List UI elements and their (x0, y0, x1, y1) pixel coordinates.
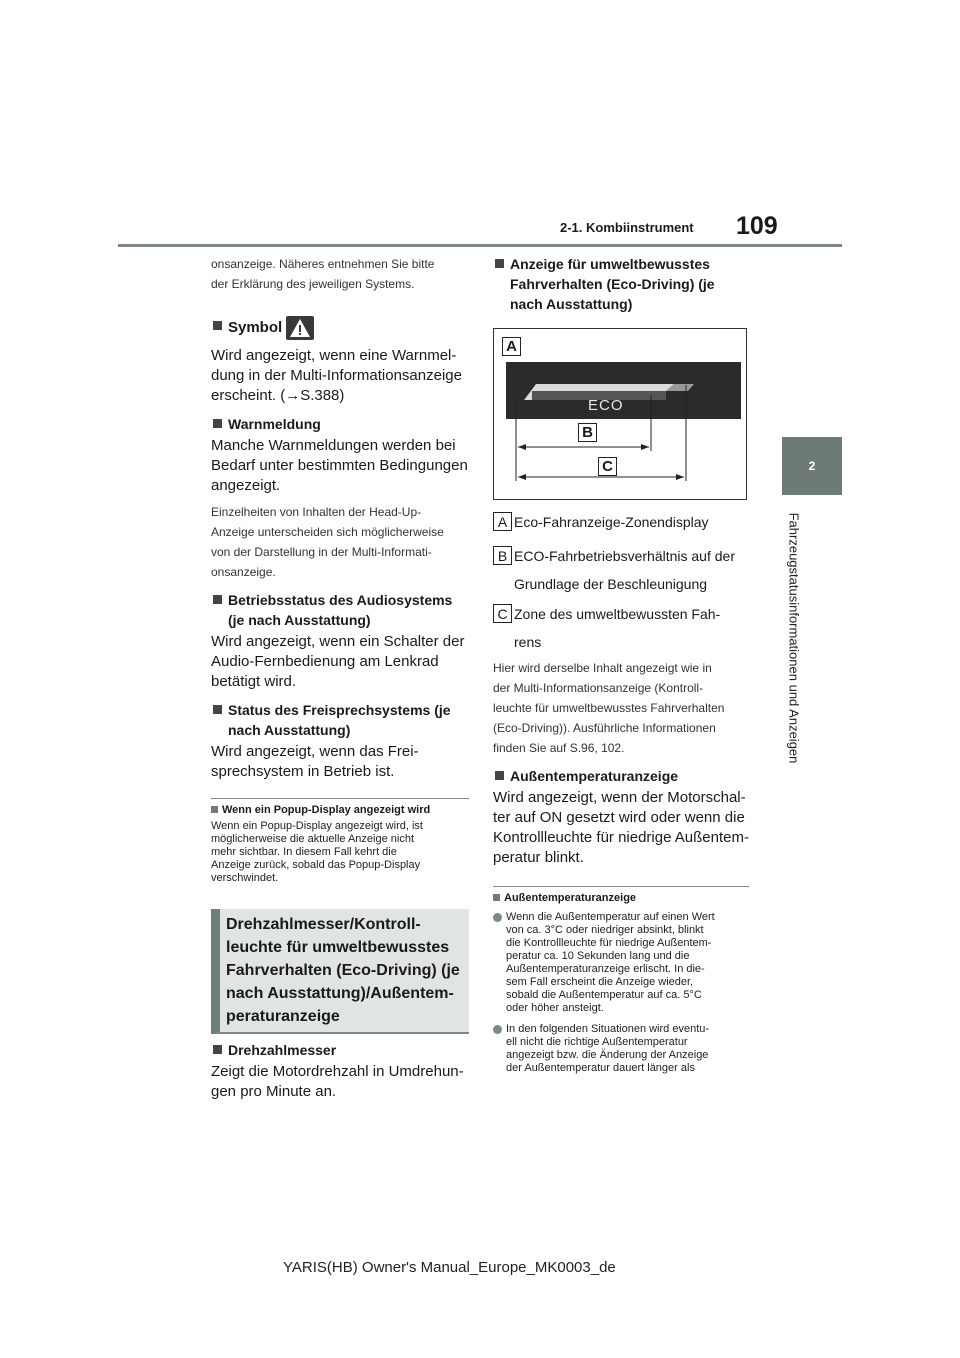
bullet-line: Wenn die Außentemperatur auf einen Wert (506, 911, 715, 923)
small-text: onsanzeige. (211, 565, 276, 579)
body-text: erscheint. (→S.388) (211, 387, 345, 404)
body-text: angezeigt. (211, 477, 281, 494)
body-text: Kontrollleuchte für niedrige Außentem- (493, 829, 749, 846)
body-text: Wird angezeigt, wenn eine Warnmel- (211, 347, 457, 364)
page-number: 109 (736, 212, 778, 240)
figure-label-a: A (502, 337, 521, 356)
bullet-line: ell nicht die richtige Außentemperatur (506, 1036, 688, 1048)
heading-audio: Betriebsstatus des Audiosystems (je nach Ausstattung) (211, 590, 469, 630)
legend-item-a: A Eco-Fahranzeige-Zonendisplay (493, 508, 749, 536)
note-rule (493, 886, 749, 887)
body-text: Wird angezeigt, wenn das Frei- (211, 743, 419, 760)
intro-line: onsanzeige. Näheres entnehmen Sie bitte (211, 257, 435, 271)
body-text: betätigt wird. (211, 673, 297, 690)
bullet-line: sem Fall erscheint die Anzeige wieder, (506, 976, 694, 988)
body-text: dung in der Multi-Informationsanzeige (211, 367, 462, 384)
note-rule (211, 798, 469, 799)
note-heading: Wenn ein Popup-Display angezeigt wird (211, 803, 469, 817)
heading-symbol: Symbol (211, 316, 469, 340)
heading-eco: Anzeige für umweltbewusstes Fahrverhalten (Eco-Driving) (je nach Ausstattung) (493, 254, 749, 314)
body-text: Wird angezeigt, wenn der Motorschal- (493, 789, 746, 806)
bullet-line: In den folgenden Situationen wird eventu- (506, 1023, 710, 1035)
bullet-line: peratur ca. 10 Sekunden lang und die (506, 950, 690, 962)
section-title: 2-1. Kombiinstrument (560, 220, 694, 235)
figure-label-b: B (578, 423, 597, 442)
chapter-tab-label: Fahrzeugstatusinformationen und Anzeigen (786, 512, 802, 763)
body-text: ter auf ON gesetzt wird oder wenn die (493, 809, 745, 826)
bullet-line: der Außentemperatur dauert länger als (506, 1062, 695, 1074)
bullet-line: Außentemperaturanzeige erlischt. In die- (506, 963, 705, 975)
section-box-title: Drehzahlmesser/Kontroll- leuchte für umweltbewusstes Fahrverhalten (Eco-Driving) (je nach Ausstattung)/Außentem- peraturanzeige (211, 909, 469, 1034)
footer-text: YARIS(HB) Owner's Manual_Europe_MK0003_de (283, 1259, 616, 1276)
small-text: Anzeige unterscheiden sich möglicherweise (211, 525, 444, 539)
body-text: Audio-Fernbedienung am Lenkrad (211, 653, 439, 670)
chapter-tab: 2 (782, 437, 842, 495)
small-text: von der Darstellung in der Multi-Informati- (211, 545, 432, 559)
body-text: Wird angezeigt, wenn ein Schalter der (211, 633, 465, 650)
legend-item-c: C Zone des umweltbewussten Fah- rens (493, 600, 749, 656)
note-heading: Außentemperaturanzeige (493, 891, 749, 905)
left-column (211, 252, 469, 1102)
body-text: gen pro Minute an. (211, 1083, 337, 1100)
bullet-item (493, 1023, 749, 1075)
body-text: Zeigt die Motordrehzahl in Umdrehun- (211, 1063, 464, 1080)
right-column (493, 252, 749, 1075)
small-text: Einzelheiten von Inhalten der Head-Up- (211, 505, 422, 519)
body-text: peratur blinkt. (493, 849, 584, 866)
eco-small-text: Hier wird derselbe Inhalt angezeigt wie in der Multi-Informationsanzeige (Kontroll- leuchte für umweltbewusstes Fahrverhalten (Eco-Driving)). Ausführliche Informationen finden Sie auf S.96, 102. (493, 661, 725, 755)
warning-triangle-icon (286, 316, 314, 340)
bullet-line: oder höher ansteigt. (506, 1002, 604, 1014)
heading-aussentemperatur: Außentemperaturanzeige (493, 766, 749, 786)
note-body: Wenn ein Popup-Display angezeigt wird, ist möglicherweise die aktuelle Anzeige nicht mehr sichtbar. In diesem Fall kehrt die Anzeige zurück, sobald das Popup-Display verschwindet. (211, 820, 423, 884)
body-text: Bedarf unter bestimmten Bedingungen (211, 457, 468, 474)
body-text: sprechsystem in Betrieb ist. (211, 763, 395, 780)
body-text: Manche Warnmeldungen werden bei (211, 437, 456, 454)
intro-line: der Erklärung des jeweiligen Systems. (211, 277, 415, 291)
heading-phone: Status des Freisprechsystems (je nach Ausstattung) (211, 700, 469, 740)
bullet-line: die Kontrollleuchte für niedrige Außentem- (506, 937, 712, 949)
heading-warnmeldung: Warnmeldung (211, 414, 469, 434)
figure-label-c: C (598, 457, 617, 476)
eco-display-text: ECO (588, 397, 624, 414)
eco-display-figure (493, 328, 747, 500)
bullet-line: sobald die Außentemperatur auf ca. 5°C (506, 989, 702, 1001)
legend-item-b: B ECO-Fahrbetriebsverhältnis auf der Grundlage der Beschleunigung (493, 542, 749, 598)
bullet-line: angezeigt bzw. die Änderung der Anzeige (506, 1049, 709, 1061)
bullet-line: von ca. 3°C oder niedriger absinkt, blinkt (506, 924, 704, 936)
header-rule (118, 244, 842, 247)
heading-drehzahlmesser: Drehzahlmesser (211, 1040, 469, 1060)
bullet-item (493, 911, 749, 1015)
